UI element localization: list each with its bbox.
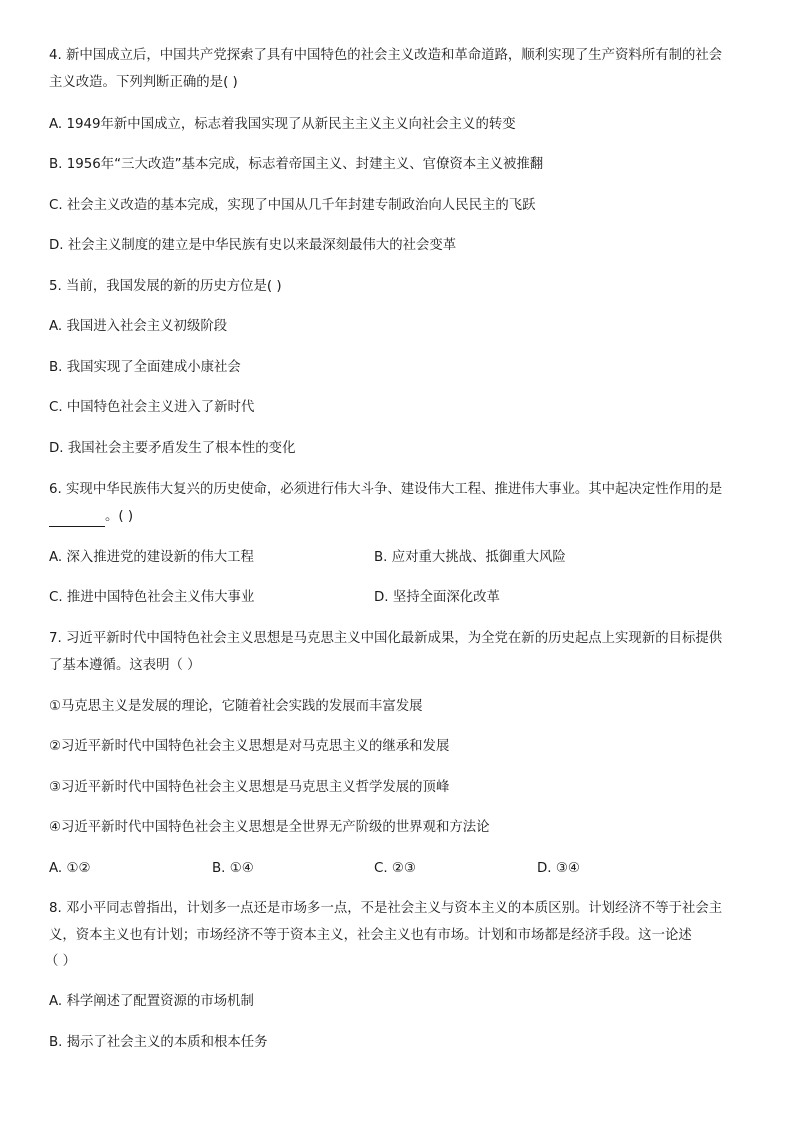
q4-stem-line1: 4. 新中国成立后，中国共产党探索了具有中国特色的社会主义改造和革命道路，顺利实现了生产资料所有制的社会	[49, 48, 723, 63]
q7-stem-line2: 了基本遵循。这表明（ ）	[49, 658, 201, 673]
q8-option-a: A. 科学阐述了配置资源的市场机制	[49, 994, 254, 1009]
q5-option-b: B. 我国实现了全面建成小康社会	[49, 360, 241, 375]
q7-stem-line1: 7. 习近平新时代中国特色社会主义思想是马克思主义中国化最新成果，为全党在新的历史起点上实现新的目标提供	[49, 631, 723, 646]
q7-statement-3: ③习近平新时代中国特色社会主义思想是马克思主义哲学发展的顶峰	[49, 780, 450, 795]
answer-blank	[49, 512, 105, 527]
q6-option-d: D. 坚持全面深化改革	[374, 590, 500, 605]
q6-option-c: C. 推进中国特色社会主义伟大事业	[49, 590, 255, 605]
q6-stem-line2	[49, 507, 133, 527]
q7-option-a: A. ①②	[49, 861, 91, 876]
q7-option-c: C. ②③	[374, 861, 416, 876]
q5-option-a: A. 我国进入社会主义初级阶段	[49, 319, 228, 334]
q6-stem-line1: 6. 实现中华民族伟大复兴的历史使命，必须进行伟大斗争、建设伟大工程、推进伟大事业。其中起决定性作用的是	[49, 482, 723, 497]
q7-statement-2: ②习近平新时代中国特色社会主义思想是对马克思主义的继承和发展	[49, 739, 450, 754]
q7-option-d: D. ③④	[537, 861, 580, 876]
q4-stem-line2: 主义改造。下列判断正确的是( )	[49, 75, 238, 90]
q8-option-b: B. 揭示了社会主义的本质和根本任务	[49, 1035, 268, 1050]
q4-option-b: B. 1956年“三大改造”基本完成，标志着帝国主义、封建主义、官僚资本主义被推翻	[49, 157, 544, 172]
q8-stem-line3: （ ）	[45, 954, 77, 969]
q7-option-b: B. ①④	[212, 861, 254, 876]
q8-stem-line2: 义，资本主义也有计划；市场经济不等于资本主义，社会主义也有市场。计划和市场都是经济手段。这一论述	[49, 928, 692, 943]
q7-statement-4: ④习近平新时代中国特色社会主义思想是全世界无产阶级的世界观和方法论	[49, 820, 490, 835]
q4-option-c: C. 社会主义改造的基本完成，实现了中国从几千年封建专制政治向人民民主的飞跃	[49, 198, 536, 213]
q5-stem: 5. 当前，我国发展的新的历史方位是( )	[49, 279, 282, 294]
q5-option-d: D. 我国社会主要矛盾发生了根本性的变化	[49, 441, 296, 456]
q4-option-d: D. 社会主义制度的建立是中华民族有史以来最深刻最伟大的社会变革	[49, 238, 457, 253]
q8-stem-line1: 8. 邓小平同志曾指出，计划多一点还是市场多一点，不是社会主义与资本主义的本质区别。计划经济不等于社会主	[49, 901, 723, 916]
q6-stem-suffix: 。( )	[105, 509, 134, 524]
q4-option-a: A. 1949年新中国成立，标志着我国实现了从新民主主义主义向社会主义的转变	[49, 117, 516, 132]
q6-option-a: A. 深入推进党的建设新的伟大工程	[49, 550, 254, 565]
q5-option-c: C. 中国特色社会主义进入了新时代	[49, 400, 255, 415]
q6-option-b: B. 应对重大挑战、抵御重大风险	[374, 550, 566, 565]
q7-statement-1: ①马克思主义是发展的理论，它随着社会实践的发展而丰富发展	[49, 699, 423, 714]
